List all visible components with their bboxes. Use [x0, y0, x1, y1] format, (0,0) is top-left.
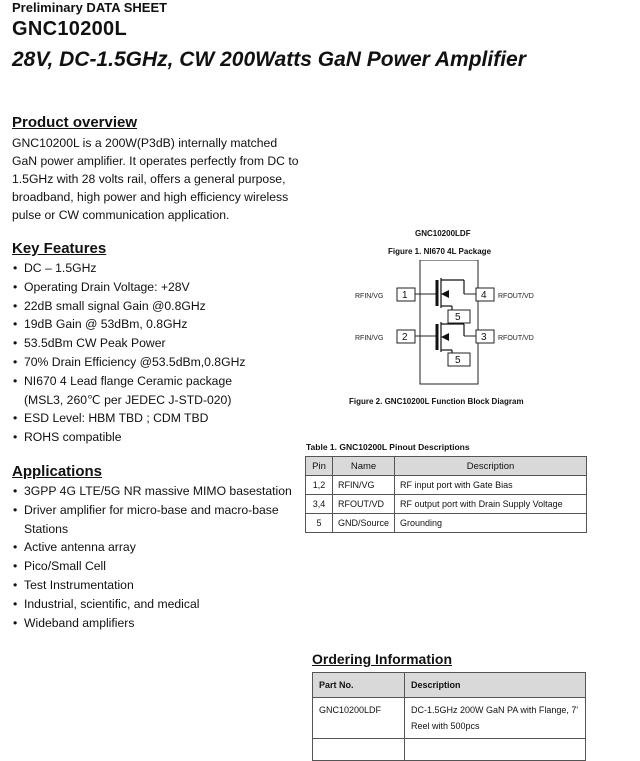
figure-part-label: GNC10200LDF	[415, 229, 471, 238]
table-cell: DC-1.5GHz 200W GaN PA with Flange, 7' Reel with 500pcs	[405, 698, 586, 739]
column-header: Pin	[306, 457, 333, 476]
document-subtitle: 28V, DC-1.5GHz, CW 200Watts GaN Power Amplifier	[12, 48, 526, 71]
application-item: • Active antenna array	[12, 538, 307, 557]
pin5a-number: 5	[455, 312, 461, 323]
pin-label-rfin-bottom: RFIN/VG	[355, 335, 384, 342]
overview-text: GNC10200L is a 200W(P3dB) internally matched GaN power amplifier. It operates perfectly from DC to 1.5GHz with 28 volts rail, offers a general purpose, broadband, high power and high efficiency wireless pulse or CW communication application.	[12, 136, 299, 222]
table-cell: GND/Source	[333, 514, 395, 533]
function-block-diagram	[340, 260, 570, 392]
column-header: Description	[395, 457, 587, 476]
column-header: Name	[333, 457, 395, 476]
features-heading: Key Features	[12, 240, 107, 257]
pinout-table	[305, 456, 587, 533]
table-row	[306, 495, 587, 514]
table-row	[313, 739, 586, 761]
features-list	[12, 259, 307, 447]
table-row	[306, 514, 587, 533]
application-item: • Pico/Small Cell	[12, 557, 307, 576]
figure1-caption: Figure 1. NI670 4L Package	[388, 247, 492, 256]
pin4-number: 4	[481, 290, 487, 301]
table-header-row	[313, 673, 586, 698]
column-header: Description	[405, 673, 586, 698]
feature-item: • 22dB small signal Gain @0.8GHz	[12, 297, 307, 316]
table-cell: RFOUT/VD	[333, 495, 395, 514]
table-cell: RF input port with Gate Bias	[395, 476, 587, 495]
table-cell: GNC10200LDF	[313, 698, 405, 739]
feature-item: • DC – 1.5GHz	[12, 259, 307, 278]
figure2-caption: Figure 2. GNC10200L Function Block Diagram	[349, 397, 524, 406]
feature-item: • 53.5dBm CW Peak Power	[12, 334, 307, 353]
application-item: • Industrial, scientific, and medical	[12, 595, 307, 614]
pin2-number: 2	[402, 332, 408, 343]
application-item: • Test Instrumentation	[12, 576, 307, 595]
application-item: • 3GPP 4G LTE/5G NR massive MIMO basestation	[12, 482, 307, 501]
transistor-arrow-top	[441, 290, 449, 298]
applications-list	[12, 482, 307, 632]
ordering-heading: Ordering Information	[312, 651, 452, 667]
application-item: • Wideband amplifiers	[12, 614, 307, 633]
feature-item: • 70% Drain Efficiency @53.5dBm,0.8GHz	[12, 353, 307, 372]
table-cell	[405, 739, 586, 761]
feature-item: • ROHS compatible	[12, 428, 307, 447]
table-cell	[313, 739, 405, 761]
table-cell: RF output port with Drain Supply Voltage	[395, 495, 587, 514]
table-row	[313, 698, 586, 739]
preliminary-label: Preliminary DATA SHEET	[12, 0, 168, 15]
pin-label-rfin-top: RFIN/VG	[355, 293, 384, 300]
feature-item	[12, 372, 307, 410]
transistor-arrow-bottom	[441, 333, 449, 341]
pin-label-rfout-top: RFOUT/VD	[498, 293, 534, 300]
application-item: • Driver amplifier for micro-base and macro-base Stations	[12, 501, 307, 539]
overview-heading: Product overview	[12, 114, 138, 131]
table-cell: 5	[306, 514, 333, 533]
pin-label-rfout-bottom: RFOUT/VD	[498, 335, 534, 342]
feature-item: • Operating Drain Voltage: +28V	[12, 278, 307, 297]
table-header-row	[306, 457, 587, 476]
table-cell: 3,4	[306, 495, 333, 514]
part-number-title: GNC10200L	[12, 18, 127, 40]
pin5b-number: 5	[455, 355, 461, 366]
column-header: Part No.	[313, 673, 405, 698]
table-cell: Grounding	[395, 514, 587, 533]
table-cell: RFIN/VG	[333, 476, 395, 495]
feature-item: • 19dB Gain @ 53dBm, 0.8GHz	[12, 315, 307, 334]
pin3-number: 3	[481, 332, 487, 343]
table-row	[306, 476, 587, 495]
pinout-table-caption: Table 1. GNC10200L Pinout Descriptions	[306, 442, 470, 452]
table-cell: 1,2	[306, 476, 333, 495]
feature-item: • ESD Level: HBM TBD ; CDM TBD	[12, 409, 307, 428]
pin1-number: 1	[402, 290, 408, 301]
feature-item-continuation: (MSL3, 260℃ per JEDEC J-STD-020)	[24, 392, 232, 407]
feature-item-text: NI670 4 Lead flange Ceramic package	[24, 373, 232, 388]
applications-heading: Applications	[12, 463, 103, 480]
ordering-table	[312, 672, 586, 761]
